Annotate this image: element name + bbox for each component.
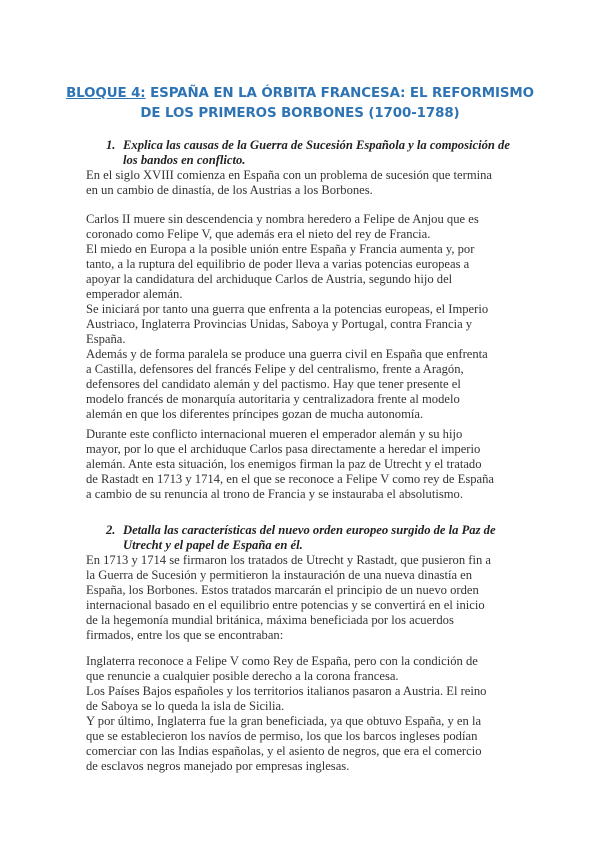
question-1 [106, 138, 523, 168]
paragraph-2 [86, 212, 526, 422]
title-line-2: DE LOS PRIMEROS BORBONES (1700-1788) [140, 106, 460, 121]
paragraph-line: que renuncie a cualquier posible derecho a la corona francesa. [86, 669, 399, 683]
paragraph-line: Se iniciará por tanto una guerra que enfrenta a la potencias europeas, el Imperio [86, 302, 489, 316]
paragraph-line: mayor, por lo que el archiduque Carlos pasa directamente a heredar el imperio [86, 442, 481, 456]
paragraph-line: Los Países Bajos españoles y los territorios italianos pasaron a Austria. El reino [86, 684, 487, 698]
paragraph-line: a cambio de su renuncia al trono de Francia y se instauraba el absolutismo. [86, 487, 463, 501]
paragraph-line: En 1713 y 1714 se firmaron los tratados de Utrecht y Rastadt, que pusieron fin a [86, 553, 492, 567]
paragraph-line: firmados, entre los que se encontraban: [86, 628, 284, 642]
paragraph-line: tanto, a la ruptura del equilibrio de poder lleva a varias potencias europeas a [86, 257, 470, 271]
paragraph-line: comerciar con las Indias españolas, y el asiento de negros, que era el comercio [86, 744, 482, 758]
paragraph-5 [86, 654, 526, 774]
question-2 [106, 523, 523, 553]
title-prefix: BLOQUE 4: [66, 86, 146, 101]
question-2-line-1: Detalla las características del nuevo orden europeo surgido de la Paz de [123, 523, 496, 537]
paragraph-line: modelo francés de monarquía autoritaria y centralizadora frente al modelo [86, 392, 460, 406]
paragraph-line: que se establecieron los navíos de permiso, los que los barcos ingleses podían [86, 729, 478, 743]
paragraph-line: El miedo en Europa a la posible unión entre España y Francia aumenta y, por [86, 242, 475, 256]
paragraph-line: Austriaco, Inglaterra Provincias Unidas, Saboya y Portugal, contra Francia y [86, 317, 473, 331]
paragraph-line: defensores del candidato alemán y del pactismo. Hay que tener presente el [86, 377, 461, 391]
paragraph-line: de Saboya se lo queda la isla de Sicilia. [86, 699, 285, 713]
paragraph-4 [86, 553, 526, 643]
paragraph-line: emperador alemán. [86, 287, 183, 301]
document-title [60, 84, 540, 124]
paragraph-line: de Rastadt en 1713 y 1714, en el que se reconoce a Felipe V como rey de España [86, 472, 495, 486]
title-line-1-text: ESPAÑA EN LA ÓRBITA FRANCESA: EL REFORMISMO [145, 86, 534, 101]
paragraph-line: Carlos II muere sin descendencia y nombra heredero a Felipe de Anjou que es [86, 212, 479, 226]
paragraph-line: apoyar la candidatura del archiduque Carlos de Austria, segundo hijo del [86, 272, 453, 286]
question-2-line-2: Utrecht y el papel de España en él. [123, 538, 303, 552]
question-1-number: 1. [106, 138, 116, 152]
paragraph-line: Además y de forma paralela se produce una guerra civil en España que enfrenta [86, 347, 488, 361]
paragraph-line: de la hegemonía mundial británica, máxima beneficiada por los acuerdos [86, 613, 454, 627]
paragraph-line: Y por último, Inglaterra fue la gran beneficiada, ya que obtuvo España, y en la [86, 714, 482, 728]
paragraph-1 [86, 168, 526, 198]
paragraph-3 [86, 427, 526, 502]
question-1-line-2: los bandos en conflicto. [123, 153, 246, 167]
paragraph-line: coronado como Felipe V, que además era el nieto del rey de Francia. [86, 227, 431, 241]
question-2-number: 2. [106, 523, 116, 537]
paragraph-line: la Guerra de Sucesión y permitieron la instauración de una nueva dinastía en [86, 568, 473, 582]
paragraph-line: En el siglo XVIII comienza en España con un problema de sucesión que termina [86, 168, 493, 182]
paragraph-line: España, los Borbones. Estos tratados marcarán el principio de un nuevo orden [86, 583, 479, 597]
paragraph-line: Inglaterra reconoce a Felipe V como Rey de España, pero con la condición de [86, 654, 478, 668]
paragraph-line: alemán. Ante esta situación, los enemigos firman la paz de Utrecht y el tratado [86, 457, 482, 471]
paragraph-line: en un cambio de dinastía, de los Austrias a los Borbones. [86, 183, 373, 197]
paragraph-line: a Castilla, defensores del francés Felipe y del centralismo, frente a Aragón, [86, 362, 464, 376]
paragraph-line: alemán en que los diferentes príncipes gozan de mucha autonomía. [86, 407, 424, 421]
paragraph-line: España. [86, 332, 126, 346]
paragraph-line: Durante este conflicto internacional mueren el emperador alemán y su hijo [86, 427, 463, 441]
paragraph-line: de esclavos negros manejado por empresas inglesas. [86, 759, 350, 773]
question-1-line-1: Explica las causas de la Guerra de Sucesión Española y la composición de [123, 138, 510, 152]
title-line-1 [60, 84, 540, 104]
paragraph-line: internacional basado en el equilibrio entre potencias y se convertirá en el inicio [86, 598, 485, 612]
